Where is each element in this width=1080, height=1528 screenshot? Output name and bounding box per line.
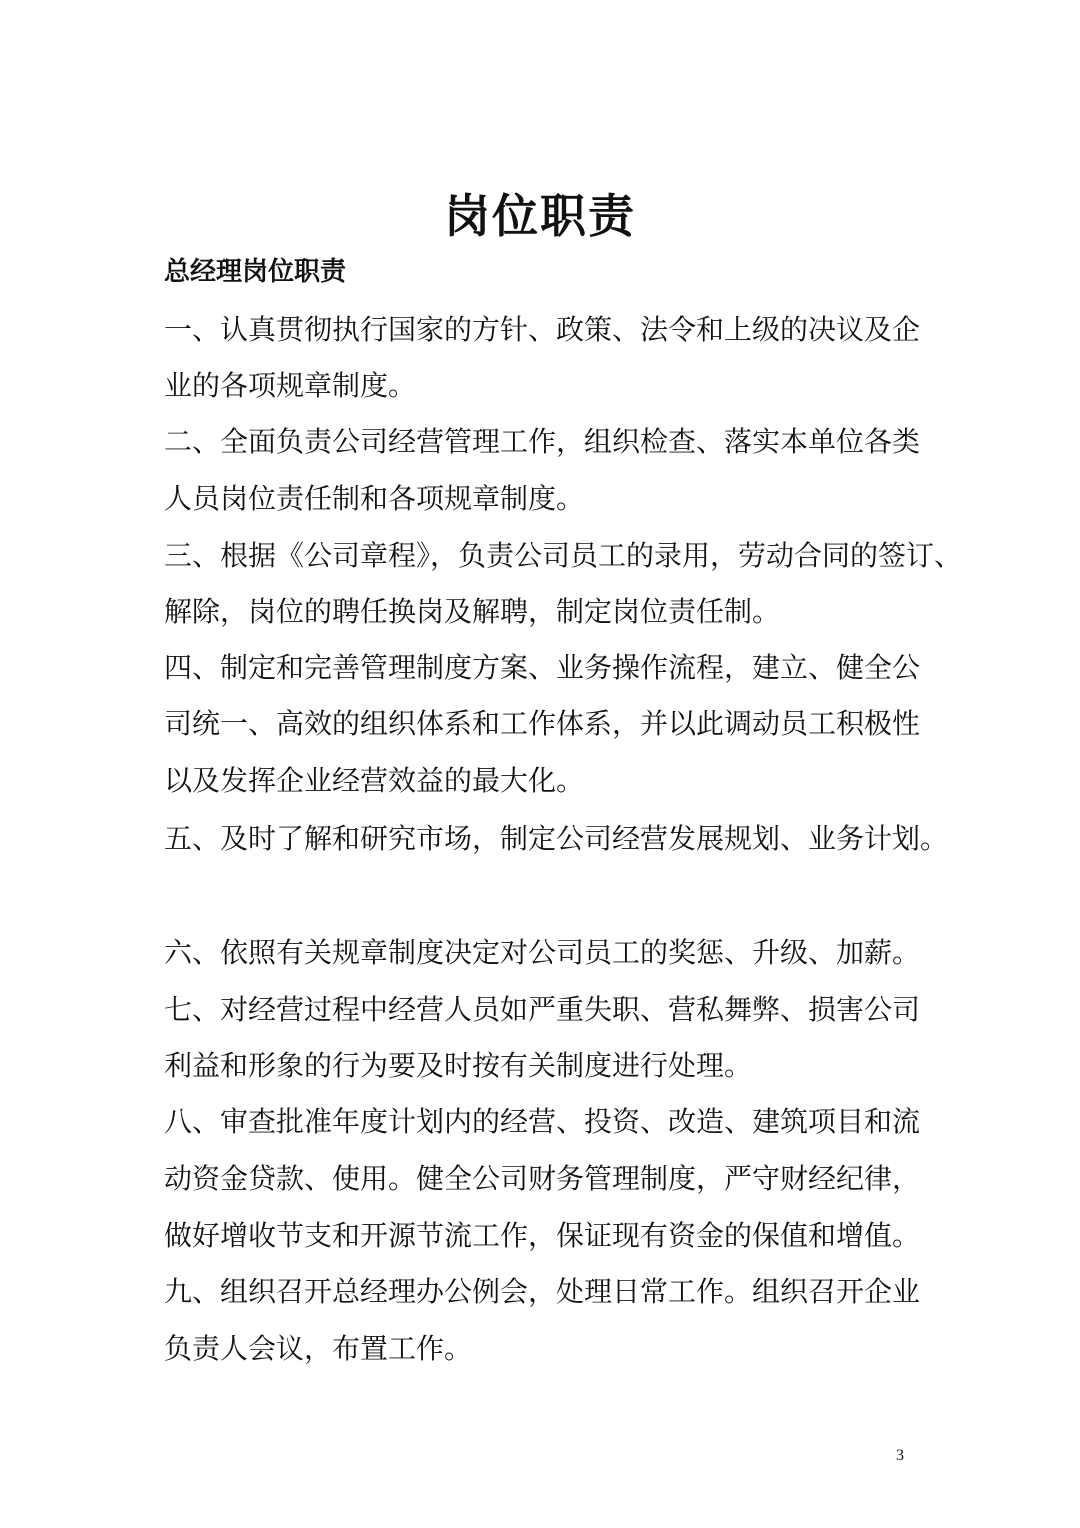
paragraph-line: 利益和形象的行为要及时按有关制度进行处理。 [164,1049,753,1082]
paragraph-line: 二、全面负责公司经营管理工作，组织检查、落实本单位各类 [164,425,921,458]
paragraph-line: 八、审查批准年度计划内的经营、投资、改造、建筑项目和流 [164,1105,921,1138]
paragraph-line: 七、对经营过程中经营人员如严重失职、营私舞弊、损害公司 [164,993,921,1026]
paragraph-line: 四、制定和完善管理制度方案、业务操作流程，建立、健全公 [164,651,921,684]
paragraph-line: 九、组织召开总经理办公例会，处理日常工作。组织召开企业 [164,1275,921,1308]
section-heading: 总经理岗位职责 [164,257,347,287]
paragraph-line: 六、依照有关规章制度决定对公司员工的奖惩、升级、加薪。 [164,936,921,969]
paragraph-line: 五、及时了解和研究市场，制定公司经营发展规划、业务计划。 [164,822,949,855]
paragraph-line: 业的各项规章制度。 [164,369,417,402]
paragraph-line: 人员岗位责任制和各项规章制度。 [164,482,585,515]
paragraph-line: 司统一、高效的组织体系和工作体系，并以此调动员工积极性 [164,707,921,740]
paragraph-line: 一、认真贯彻执行国家的方针、政策、法令和上级的决议及企 [164,313,921,346]
page-number: 3 [896,1447,904,1464]
paragraph-line: 以及发挥企业经营效益的最大化。 [164,764,585,797]
paragraph-line: 解除，岗位的聘任换岗及解聘，制定岗位责任制。 [164,595,781,628]
paragraph-line: 三、根据《公司章程》，负责公司员工的录用，劳动合同的签订、 [164,539,963,572]
paragraph-line: 负责人会议，布置工作。 [164,1332,473,1365]
page-title: 岗位职责 [444,189,636,243]
paragraph-line: 做好增收节支和开源节流工作，保证现有资金的保值和增值。 [164,1219,921,1252]
paragraph-line: 动资金贷款、使用。健全公司财务管理制度，严守财经纪律， [164,1162,921,1195]
